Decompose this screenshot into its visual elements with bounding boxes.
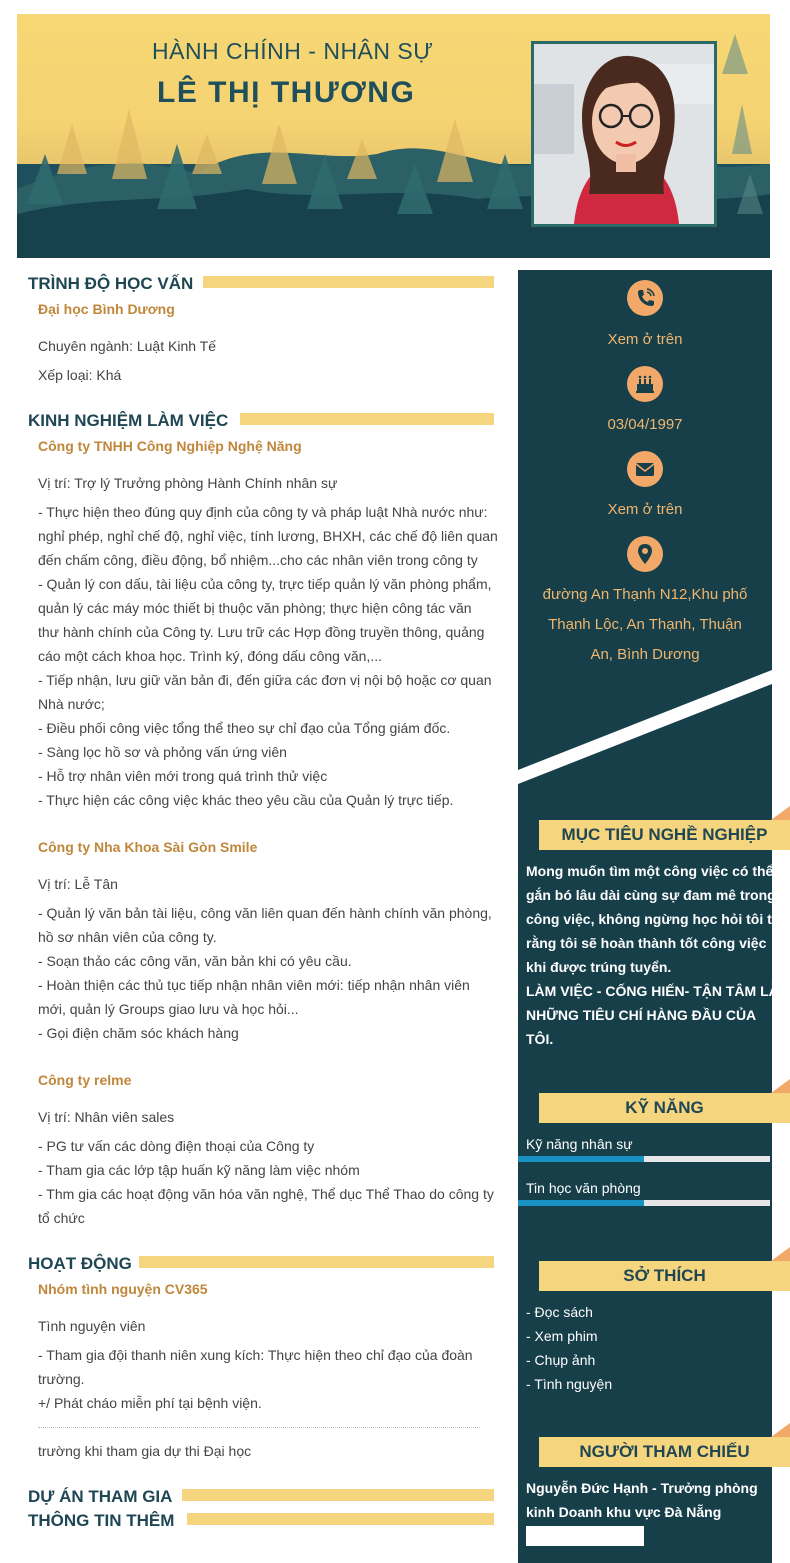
- experience-line: - Hỗ trợ nhân viên mới trong quá trình thử việc: [38, 768, 328, 784]
- experience-line: - PG tư vấn các dòng điện thoại của Công ty: [38, 1138, 315, 1154]
- references-title: NGƯỜI THAM CHIẾU: [539, 1437, 790, 1467]
- experience-line: - Thực hiện các công việc khác theo yêu cầu của Quản lý trực tiếp.: [38, 792, 454, 808]
- experience-line: nghỉ phép, nghỉ chế độ, nghỉ việc, tính lương, BHXH, các chế độ liên quan: [38, 528, 498, 544]
- contact-phone: Xem ở trên: [607, 331, 683, 348]
- experience-company: Công ty TNHH Công Nghiệp Nghệ Năng: [38, 438, 302, 454]
- avatar-portrait: [534, 44, 714, 224]
- experience-line: - Soạn thảo các công văn, văn bản khi có yêu cầu.: [38, 953, 352, 969]
- section-bar: [203, 276, 494, 288]
- contact-email: Xem ở trên: [607, 501, 683, 518]
- redacted-block: [526, 1526, 644, 1546]
- hobby-item: - Xem phim: [526, 1328, 598, 1344]
- experience-company: Công ty relme: [38, 1072, 132, 1088]
- section-title-projects: DỰ ÁN THAM GIA: [28, 1487, 173, 1506]
- experience-line: đến chấm công, điều động, bổ nhiệm...cho các nhân viên trong công ty: [38, 552, 478, 568]
- experience-line: - Điều phối công việc tổng thể theo sự chỉ đạo của Tổng giám đốc.: [38, 720, 451, 736]
- experience-line: hồ sơ nhân viên của công ty.: [38, 929, 217, 945]
- experience-line: - Sàng lọc hồ sơ và phỏng vấn ứng viên: [38, 744, 287, 760]
- activity-line: trường.: [38, 1371, 85, 1387]
- skills-title: KỸ NĂNG: [539, 1093, 790, 1123]
- candidate-name: LÊ THỊ THƯƠNG: [157, 76, 416, 109]
- clipped-line-divider: [38, 1427, 480, 1429]
- experience-line: - Thực hiện theo đúng quy định của công ty và pháp luật Nhà nước như:: [38, 504, 488, 520]
- objective-line: TÔI.: [526, 1031, 554, 1047]
- activity-org: Nhóm tình nguyện CV365: [38, 1281, 208, 1297]
- birthday-cake-icon: [627, 366, 663, 402]
- hobby-item: - Chụp ảnh: [526, 1352, 596, 1368]
- objective-line: công việc, không ngừng học hỏi tôi tin: [526, 911, 785, 927]
- envelope-icon: [627, 451, 663, 487]
- phone-icon: [627, 280, 663, 316]
- section-bar: [240, 413, 494, 425]
- experience-line: cáo một cách khoa học. Trình ký, đóng dấu công văn,...: [38, 648, 382, 664]
- skill-level-fill: [518, 1200, 644, 1206]
- experience-line: - Hoàn thiện các thủ tục tiếp nhận nhân viên mới: tiếp nhận nhân viên: [38, 977, 470, 993]
- reference-line: Nguyễn Đức Hạnh - Trưởng phòng: [526, 1480, 758, 1496]
- objective-title: MỤC TIÊU NGHỀ NGHIỆP: [539, 820, 790, 850]
- objective-line: rằng tôi sẽ hoàn thành tốt công việc: [526, 935, 767, 951]
- experience-role: Vị trí: Lễ Tân: [38, 876, 118, 892]
- activity-line: +/ Phát cháo miễn phí tại bệnh viện.: [38, 1395, 262, 1411]
- skill-name: Kỹ năng nhân sự: [526, 1136, 633, 1152]
- section-title-education: TRÌNH ĐỘ HỌC VẤN: [28, 274, 194, 293]
- experience-line: tổ chức: [38, 1210, 85, 1226]
- experience-line: Nhà nước;: [38, 696, 105, 712]
- skill-level-bar: [518, 1200, 770, 1206]
- experience-role: Vị trí: Nhân viên sales: [38, 1109, 175, 1125]
- experience-line: thư hành chính của Công ty. Lưu trữ các Hợp đồng truyền thông, quảng: [38, 624, 485, 640]
- objective-line: khi được trúng tuyển.: [526, 959, 672, 975]
- diagonal-stripe: [518, 660, 772, 800]
- position-title: HÀNH CHÍNH - NHÂN SỰ: [152, 38, 434, 64]
- activity-role: Tình nguyện viên: [38, 1318, 146, 1334]
- contact-address-line: Thạnh Lộc, An Thạnh, Thuận: [548, 616, 742, 633]
- experience-line: - Gọi điện chăm sóc khách hàng: [38, 1025, 239, 1041]
- education-major: Chuyên ngành: Luật Kinh Tế: [38, 338, 216, 354]
- experience-line: - Quản lý văn bản tài liệu, công văn liên quan đến hành chính văn phòng,: [38, 905, 492, 921]
- map-pin-icon: [627, 536, 663, 572]
- hobby-item: - Đọc sách: [526, 1304, 593, 1320]
- profile-photo: [531, 41, 717, 227]
- skill-level-bar: [518, 1156, 770, 1162]
- experience-company: Công ty Nha Khoa Sài Gòn Smile: [38, 839, 258, 855]
- objective-line: LÀM VIỆC - CỐNG HIẾN- TẬN TÂM LÀ: [526, 983, 779, 999]
- experience-line: - Tham gia các lớp tập huấn kỹ năng làm việc nhóm: [38, 1162, 360, 1178]
- section-bar: [139, 1256, 494, 1268]
- contact-birthday: 03/04/1997: [607, 416, 683, 433]
- ribbon-fold: [771, 1079, 790, 1093]
- hobbies-title: SỞ THÍCH: [539, 1261, 790, 1291]
- objective-line: gắn bó lâu dài cùng sự đam mê trong: [526, 887, 776, 903]
- experience-role: Vị trí: Trợ lý Trưởng phòng Hành Chính nhân sự: [38, 475, 338, 491]
- experience-line: quản lý các máy móc thiết bị thuộc văn phòng; thực hiện công tác văn: [38, 600, 472, 616]
- activity-line: trường khi tham gia dự thi Đại học: [38, 1443, 252, 1459]
- experience-line: - Tiếp nhận, lưu giữ văn bản đi, đến giữa các đơn vị nội bộ hoặc cơ quan: [38, 672, 492, 688]
- section-bar: [182, 1489, 494, 1501]
- reference-line: kinh Doanh khu vực Đà Nẵng: [526, 1504, 722, 1520]
- ribbon-fold: [771, 1423, 790, 1437]
- ribbon-fold: [771, 806, 790, 820]
- section-title-experience: KINH NGHIỆM LÀM VIỆC: [28, 411, 229, 430]
- skill-name: Tin học văn phòng: [526, 1180, 641, 1196]
- contact-address-line: An, Bình Dương: [590, 646, 700, 663]
- experience-line: mới, quản lý Groups giao lưu và học hỏi...: [38, 1001, 299, 1017]
- hobby-item: - Tình nguyện: [526, 1376, 613, 1392]
- experience-line: - Quản lý con dấu, tài liệu của công ty, trực tiếp quản lý văn phòng phẩm,: [38, 576, 492, 592]
- education-grade: Xếp loại: Khá: [38, 367, 122, 383]
- objective-line: NHỮNG TIÊU CHÍ HÀNG ĐẦU CỦA: [526, 1007, 757, 1023]
- education-school: Đại học Bình Dương: [38, 301, 175, 317]
- objective-line: Mong muốn tìm một công việc có thể: [526, 863, 774, 879]
- section-title-more-info: THÔNG TIN THÊM: [28, 1511, 175, 1530]
- ribbon-fold: [771, 1247, 790, 1261]
- activity-line: - Tham gia đội thanh niên xung kích: Thực hiện theo chỉ đạo của đoàn: [38, 1347, 473, 1363]
- header-banner: [17, 14, 770, 258]
- experience-line: - Thm gia các hoạt động văn hóa văn nghệ, Thể dục Thể Thao do công ty: [38, 1186, 494, 1202]
- contact-address-line: đường An Thạnh N12,Khu phố: [542, 586, 748, 603]
- skill-level-fill: [518, 1156, 644, 1162]
- section-bar: [187, 1513, 494, 1525]
- section-title-activities: HOẠT ĐỘNG: [28, 1254, 132, 1273]
